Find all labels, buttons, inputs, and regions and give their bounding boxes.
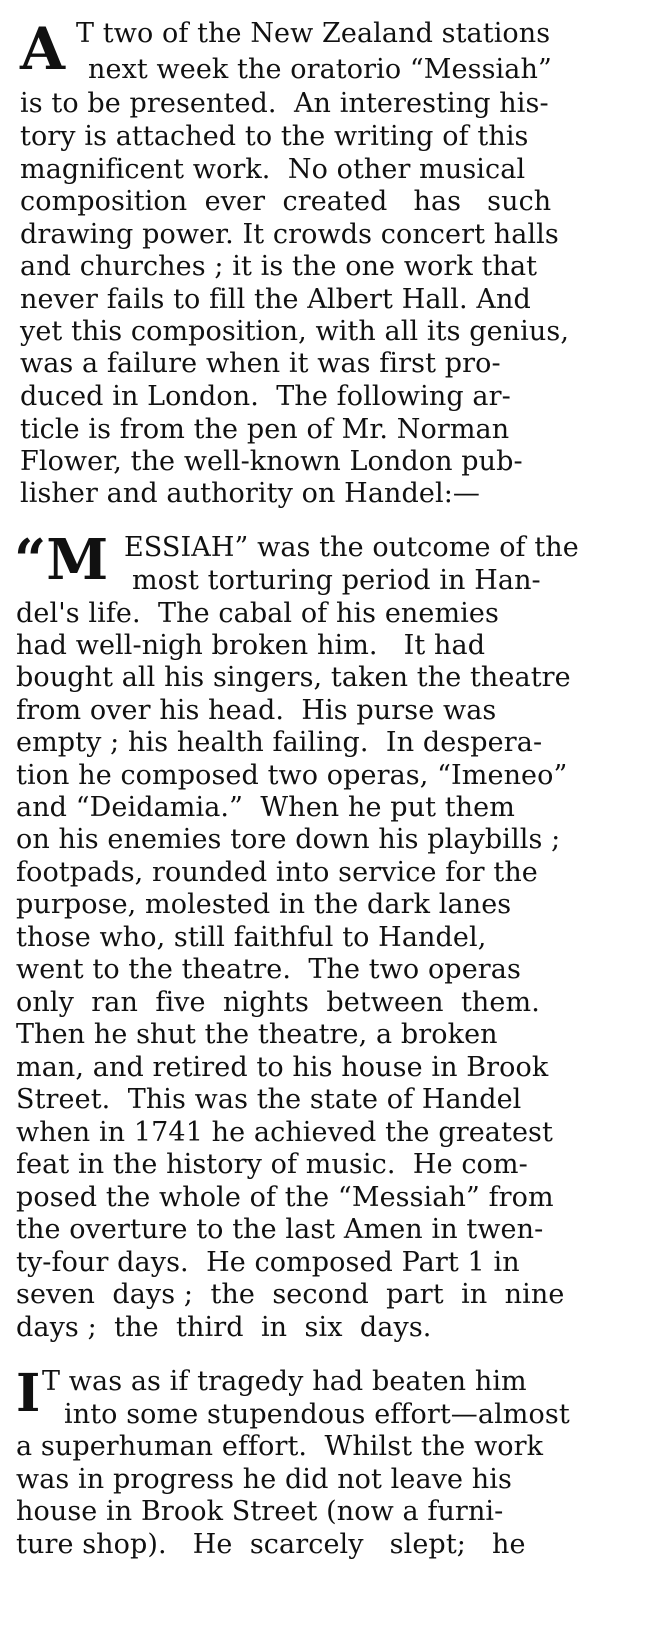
text-line: T was as if tragedy had beaten him (42, 1366, 527, 1397)
text-line: ESSIAH” was the outcome of the (124, 532, 579, 563)
text-line: Street. This was the state of Handel (16, 1084, 522, 1115)
text-line: ty-four days. He composed Part 1 in (16, 1247, 520, 1278)
text-line: from over his head. His purse was (16, 695, 497, 726)
text-line: del's life. The cabal of his enemies (16, 598, 499, 629)
text-line: bought all his singers, taken the theatre (16, 662, 571, 693)
text-line: tion he composed two operas, “Imeneo” (16, 760, 568, 791)
text-line: magnificent work. No other musical (20, 154, 526, 185)
text-line: ticle is from the pen of Mr. Norman (20, 414, 510, 445)
text-line: is to be presented. An interesting his- (20, 88, 549, 119)
text-line: never fails to fill the Albert Hall. And (20, 284, 531, 315)
text-line: a superhuman effort. Whilst the work (16, 1431, 544, 1462)
drop-cap: I (16, 1363, 41, 1424)
text-line: had well-nigh broken him. It had (16, 630, 486, 661)
text-line: went to the theatre. The two operas (16, 954, 521, 985)
text-line: footpads, rounded into service for the (16, 857, 538, 888)
text-line: next week the oratorio “Messiah” (88, 54, 552, 85)
text-line: into some stupendous effort—almost (64, 1399, 570, 1430)
text-line: yet this composition, with all its genius, (20, 316, 570, 347)
text-line: T two of the New Zealand stations (76, 18, 551, 49)
text-line: feat in the history of music. He com- (16, 1149, 528, 1180)
text-line: the overture to the last Amen in twen- (16, 1214, 544, 1245)
text-line: was in progress he did not leave his (16, 1464, 512, 1495)
text-line: tory is attached to the writing of this (20, 121, 529, 152)
text-line: days ; the third in six days. (16, 1312, 432, 1343)
text-line: Then he shut the theatre, a broken (16, 1019, 498, 1050)
text-line: on his enemies tore down his playbills ; (16, 824, 561, 855)
text-line: house in Brook Street (now a furni- (16, 1496, 504, 1527)
text-line: lisher and authority on Handel:— (20, 478, 480, 509)
text-line: and churches ; it is the one work that (20, 251, 538, 282)
text-line: those who, still faithful to Handel, (16, 922, 487, 953)
text-line: Flower, the well-known London pub- (20, 446, 523, 477)
text-line: composition ever created has such (20, 186, 552, 217)
text-line: ture shop). He scarcely slept; he (16, 1529, 526, 1560)
drop-cap: “M (14, 527, 109, 593)
text-line: only ran five nights between them. (16, 987, 540, 1018)
text-line: when in 1741 he achieved the greatest (16, 1117, 553, 1148)
text-line: duced in London. The following ar- (20, 381, 511, 412)
text-line: seven days ; the second part in nine (16, 1279, 565, 1310)
text-line: purpose, molested in the dark lanes (16, 889, 512, 920)
text-line: drawing power. It crowds concert halls (20, 219, 559, 250)
drop-cap: A (20, 15, 66, 83)
text-line: was a failure when it was first pro- (20, 348, 501, 379)
text-line: man, and retired to his house in Brook (16, 1052, 549, 1083)
text-line: empty ; his health failing. In despera- (16, 727, 543, 758)
text-line: and “Deidamia.” When he put them (16, 792, 515, 823)
text-line: most torturing period in Han- (132, 565, 541, 596)
text-line: posed the whole of the “Messiah” from (16, 1182, 554, 1213)
